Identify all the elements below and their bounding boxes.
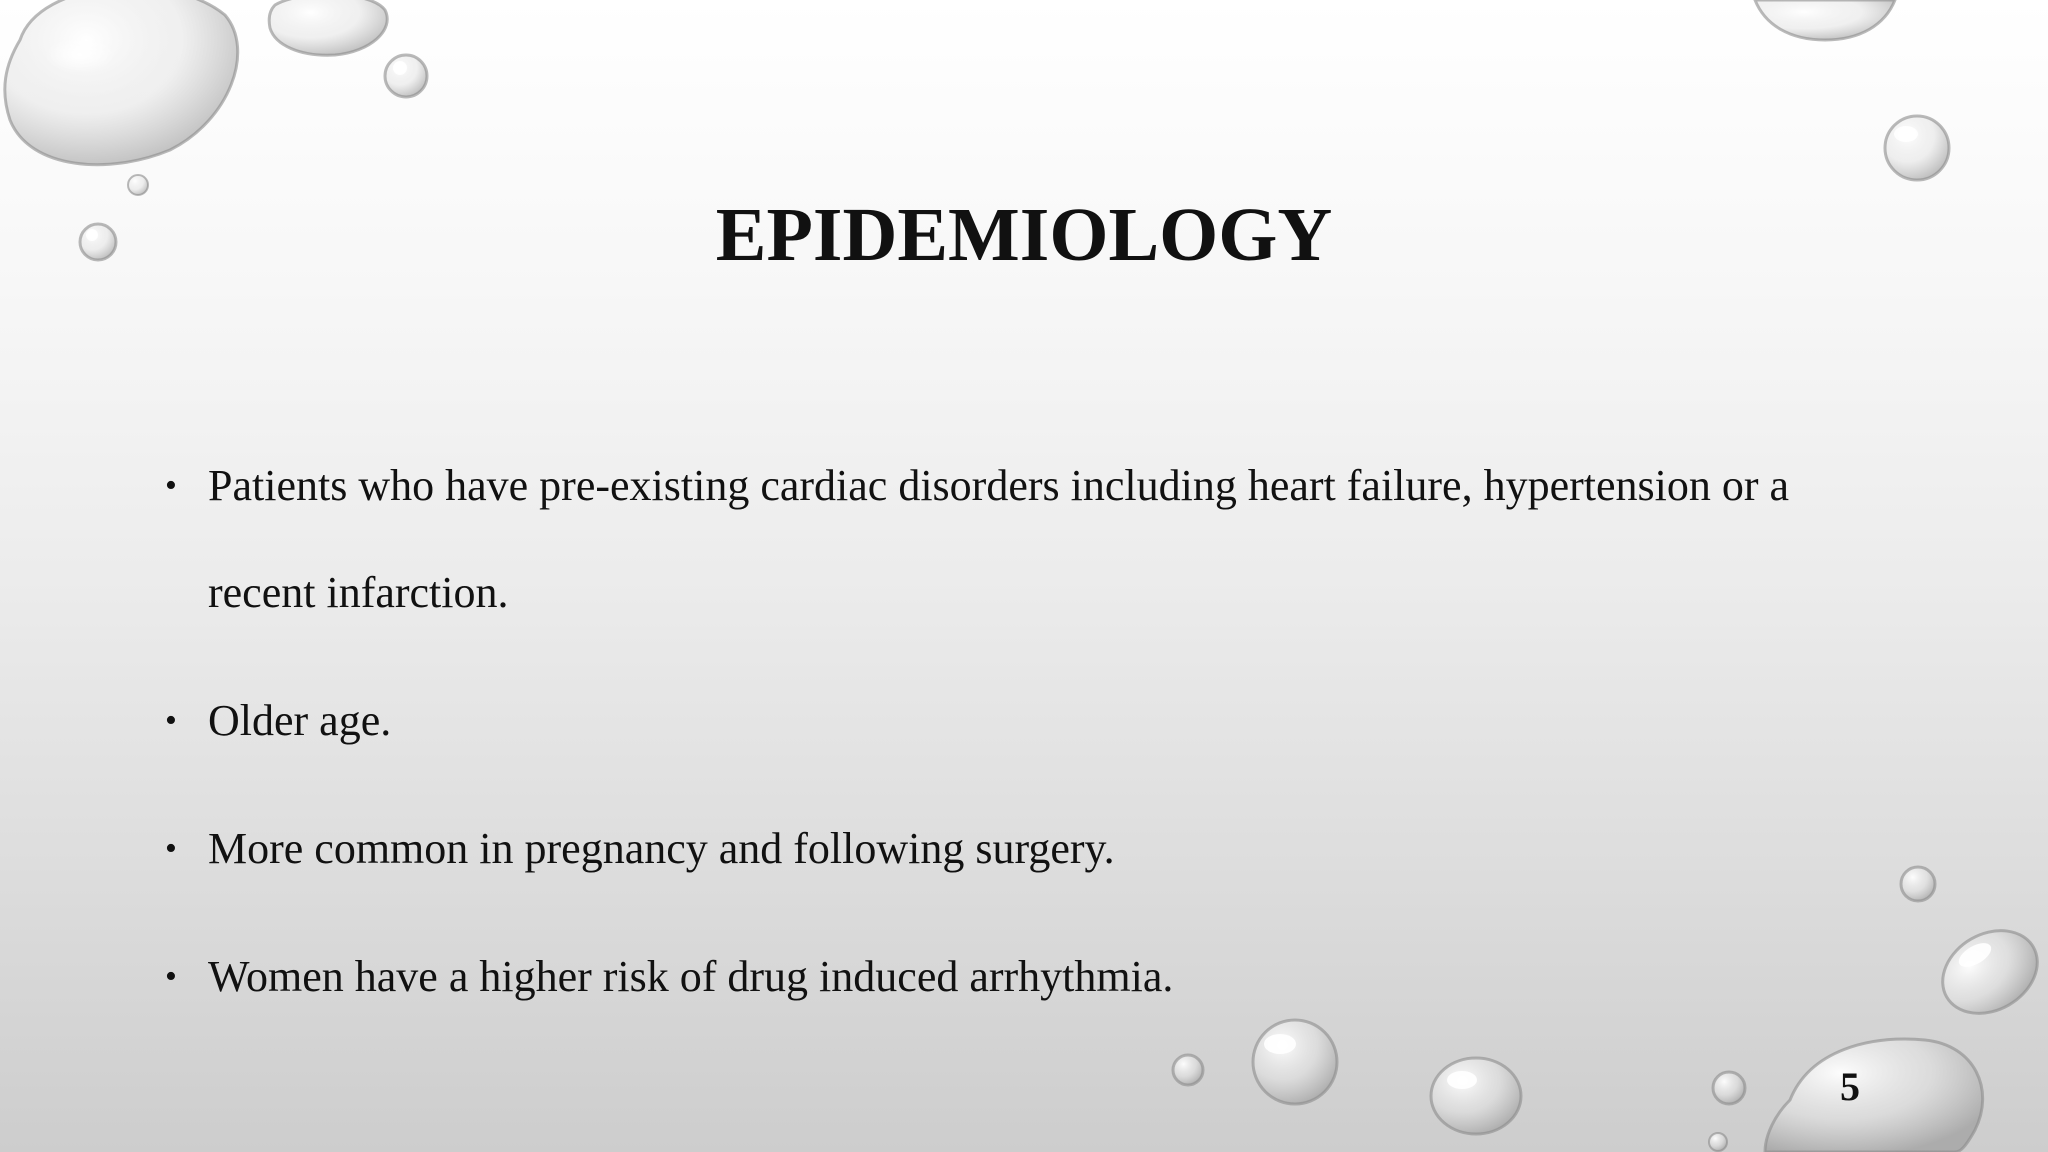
bullet-text: Patients who have pre-existing cardiac disorders including heart failure, hypertension or a recent infarction. — [208, 461, 1790, 617]
bullet-dot-icon: • — [165, 702, 177, 739]
drop-right-lower-oval — [1928, 914, 2048, 1030]
page-number: 5 — [1840, 1064, 1860, 1109]
bullet-item — [160, 923, 1900, 1030]
bullet-dot-icon: • — [165, 830, 177, 867]
bullet-dot-icon: • — [165, 467, 177, 504]
bullet-text: Women have a higher risk of drug induced arrhythmia. — [208, 952, 1174, 1001]
drop-top-right — [1755, 0, 1895, 40]
drop-top-left-large — [5, 0, 238, 165]
bullet-dot-icon: • — [165, 958, 177, 995]
drop-bottom-center-small — [1173, 1055, 1203, 1085]
drop-right-medium — [1885, 116, 1949, 180]
bullet-text: More common in pregnancy and following surgery. — [208, 824, 1115, 873]
bullet-item — [160, 667, 1900, 774]
drop-bottom-right-small — [1709, 1072, 1745, 1151]
drop-right-lower-small — [1901, 867, 1935, 901]
drop-top-left-small — [385, 55, 427, 97]
bullet-item — [160, 795, 1900, 902]
bullet-text: Older age. — [208, 696, 392, 745]
drop-bottom-center-oval — [1431, 1058, 1521, 1134]
slide-title: EPIDEMIOLOGY — [715, 193, 1333, 277]
bullet-list — [160, 432, 1900, 1051]
bullet-item — [160, 432, 1900, 646]
drop-top-left-medium — [269, 0, 387, 55]
